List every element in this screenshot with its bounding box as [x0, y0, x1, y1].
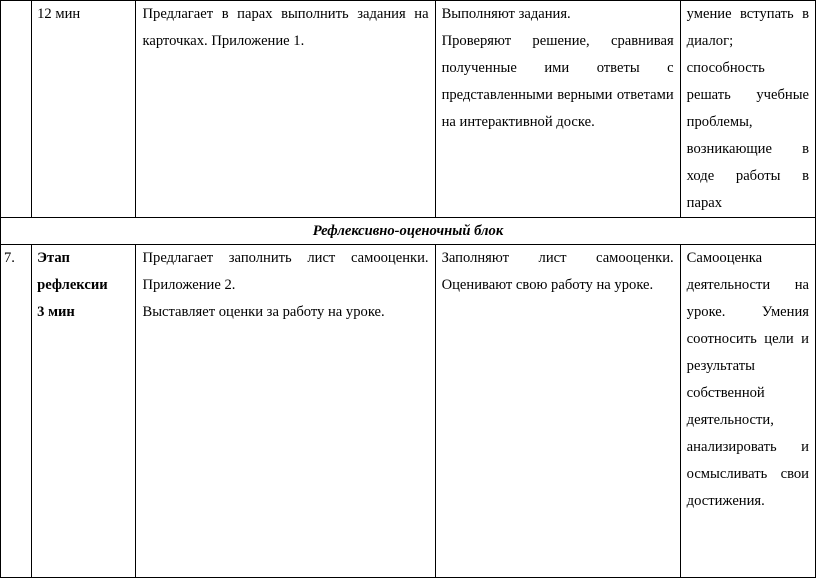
teacher-activity-text: Предлагает в парах выполнить задания на карточках. Приложение 1. [142, 6, 429, 49]
skills-text: умение вступать в диалог; способность решать учебные проблемы, возникающие в ходе работы в парах [686, 6, 809, 211]
teacher-activity-cell [136, 1, 435, 218]
time-text: 12 мин [37, 6, 81, 22]
block-header: Рефлексивно-оценочный блок [1, 218, 816, 245]
table-row [1, 245, 816, 578]
stage-cell [32, 245, 136, 578]
table-row [1, 1, 816, 218]
stage-title: Этап [37, 250, 70, 266]
stage-time: 3 мин [37, 304, 75, 320]
number-cell [1, 1, 32, 218]
student-activity-cell [435, 1, 680, 218]
number-cell [1, 245, 32, 578]
skills-text: Самооценка деятельности на уроке. Умения соотносить цели и результаты собственной деятельности, анализировать и осмысливать свои достижения. [686, 250, 809, 509]
teacher-activity-text: Предлагает заполнить лист самооценки. Приложение 2. [142, 250, 429, 293]
row-number: 7. [4, 250, 15, 266]
table-row [1, 218, 816, 245]
stage-cell [32, 1, 136, 218]
skills-cell [680, 245, 815, 578]
student-activity-text: Заполняют лист самооценки. Оценивают свою работу на уроке. [441, 250, 674, 293]
student-activity-cell [435, 245, 680, 578]
student-activity-text: Проверяют решение, сравнивая полученные ими ответы с представленными верными ответами на интерактивной доске. [441, 33, 674, 130]
teacher-activity-cell [136, 245, 435, 578]
student-activity-text: Выполняют задания. [441, 6, 571, 22]
teacher-activity-text: Выставляет оценки за работу на уроке. [142, 304, 385, 320]
skills-cell [680, 1, 815, 218]
stage-title: рефлексии [37, 277, 108, 293]
